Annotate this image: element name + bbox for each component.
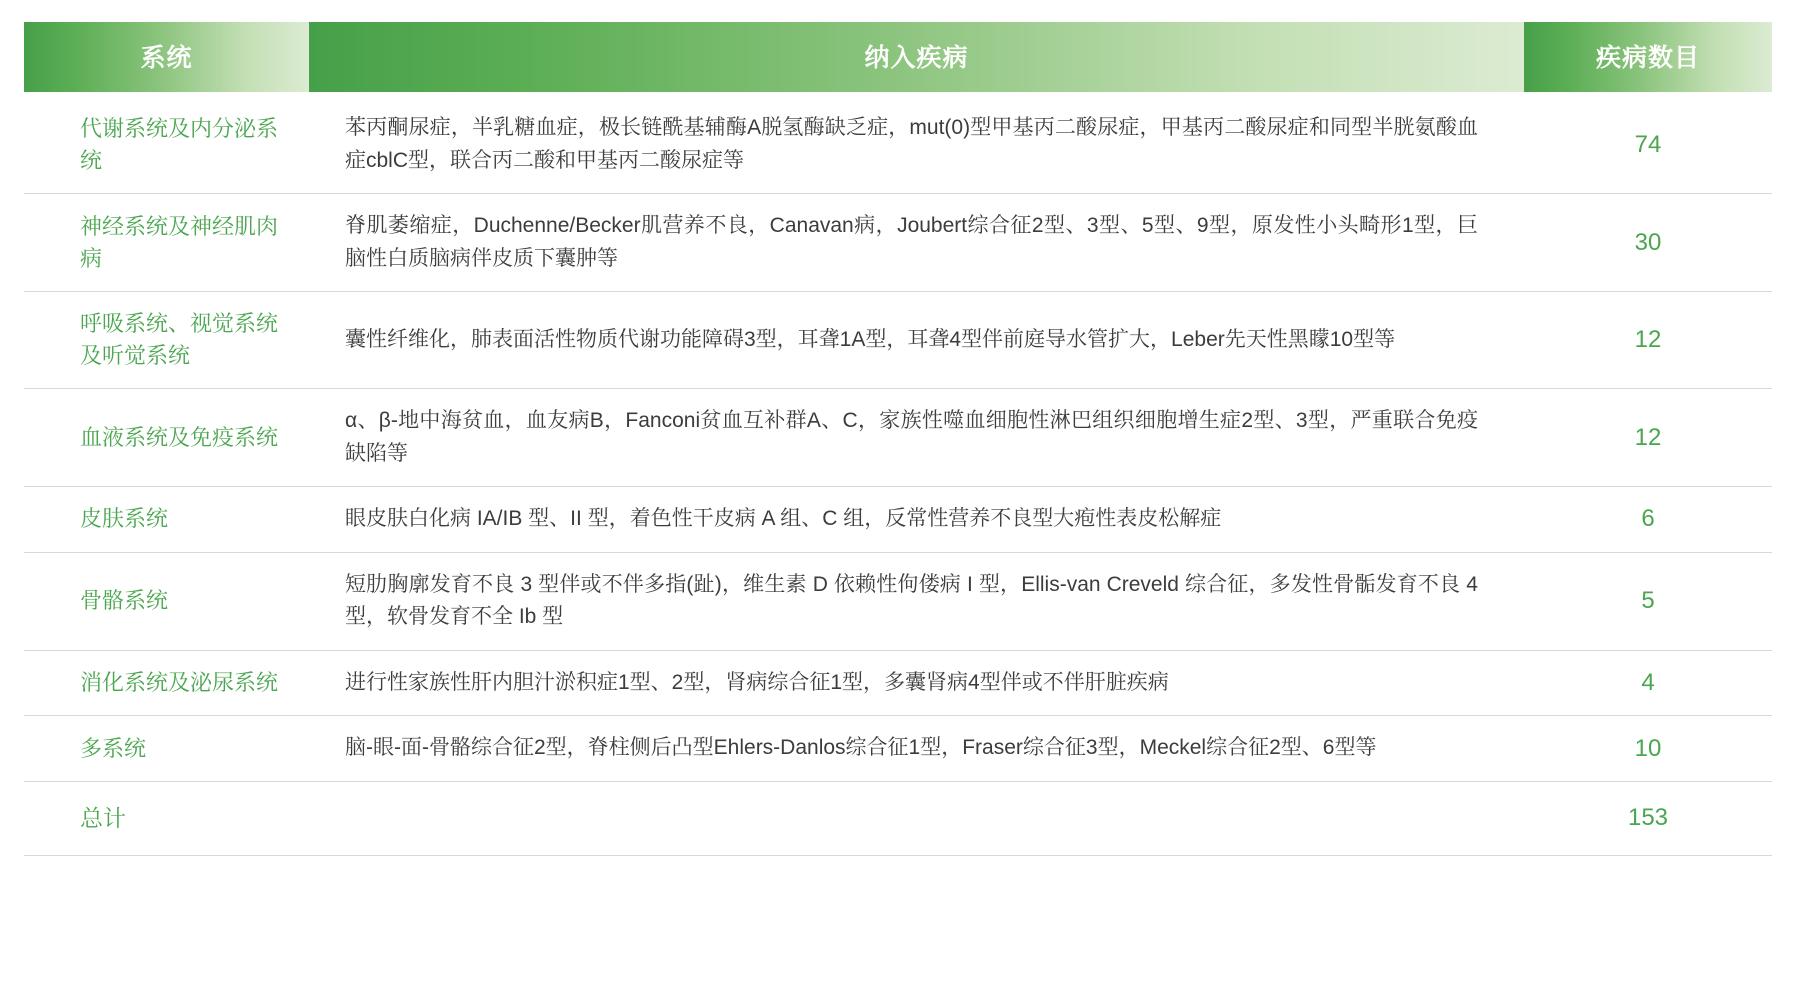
table-row xyxy=(24,552,1772,650)
cell-system: 皮肤系统 xyxy=(24,487,309,553)
header-count: 疾病数目 xyxy=(1524,22,1772,92)
cell-disease: 苯丙酮尿症，半乳糖血症，极长链酰基辅酶A脱氢酶缺乏症，mut(0)型甲基丙二酸尿症，甲基丙二酸尿症和同型半胱氨酸血症cblC型，联合丙二酸和甲基丙二酸尿症等 xyxy=(309,92,1524,194)
cell-disease: 囊性纤维化，肺表面活性物质代谢功能障碍3型，耳聋1A型，耳聋4型伴前庭导水管扩大，Leber先天性黑矇10型等 xyxy=(309,292,1524,389)
cell-count: 4 xyxy=(1524,650,1772,716)
table-header xyxy=(24,22,1772,92)
cell-total-label: 总计 xyxy=(24,781,309,855)
cell-disease: 进行性家族性肝内胆汁淤积症1型、2型，肾病综合征1型，多囊肾病4型伴或不伴肝脏疾病 xyxy=(309,650,1524,716)
table-row xyxy=(24,388,1772,486)
table-header-row xyxy=(24,22,1772,92)
cell-count: 74 xyxy=(1524,92,1772,194)
table-body xyxy=(24,92,1772,856)
cell-system: 多系统 xyxy=(24,716,309,782)
cell-disease: 脊肌萎缩症，Duchenne/Becker肌营养不良，Canavan病，Joubert综合征2型、3型、5型、9型，原发性小头畸形1型，巨脑性白质脑病伴皮质下囊肿等 xyxy=(309,194,1524,292)
cell-total-disease xyxy=(309,781,1524,855)
cell-system: 骨骼系统 xyxy=(24,552,309,650)
header-system: 系统 xyxy=(24,22,309,92)
cell-count: 10 xyxy=(1524,716,1772,782)
cell-system: 呼吸系统、视觉系统及听觉系统 xyxy=(24,292,309,389)
table-total-row xyxy=(24,781,1772,855)
table-row xyxy=(24,716,1772,782)
cell-count: 6 xyxy=(1524,487,1772,553)
cell-system: 神经系统及神经肌肉病 xyxy=(24,194,309,292)
cell-disease: 脑-眼-面-骨骼综合征2型，脊柱侧后凸型Ehlers-Danlos综合征1型，Fraser综合征3型，Meckel综合征2型、6型等 xyxy=(309,716,1524,782)
cell-system: 代谢系统及内分泌系统 xyxy=(24,92,309,194)
cell-count: 12 xyxy=(1524,292,1772,389)
cell-total-count: 153 xyxy=(1524,781,1772,855)
table-row xyxy=(24,650,1772,716)
table-row xyxy=(24,92,1772,194)
disease-summary-table xyxy=(24,22,1772,856)
table-row xyxy=(24,487,1772,553)
cell-system: 消化系统及泌尿系统 xyxy=(24,650,309,716)
cell-count: 5 xyxy=(1524,552,1772,650)
header-disease: 纳入疾病 xyxy=(309,22,1524,92)
cell-count: 12 xyxy=(1524,388,1772,486)
cell-count: 30 xyxy=(1524,194,1772,292)
table-row xyxy=(24,194,1772,292)
table-row xyxy=(24,292,1772,389)
cell-disease: α、β-地中海贫血，血友病B，Fanconi贫血互补群A、C，家族性噬血细胞性淋巴组织细胞增生症2型、3型，严重联合免疫缺陷等 xyxy=(309,388,1524,486)
cell-system: 血液系统及免疫系统 xyxy=(24,388,309,486)
disease-table-container xyxy=(24,22,1772,856)
cell-disease: 短肋胸廓发育不良 3 型伴或不伴多指(趾)，维生素 D 依赖性佝偻病 I 型，Ellis-van Creveld 综合征，多发性骨骺发育不良 4 型，软骨发育不全 Ib 型 xyxy=(309,552,1524,650)
cell-disease: 眼皮肤白化病 IA/IB 型、II 型，着色性干皮病 A 组、C 组，反常性营养不良型大疱性表皮松解症 xyxy=(309,487,1524,553)
